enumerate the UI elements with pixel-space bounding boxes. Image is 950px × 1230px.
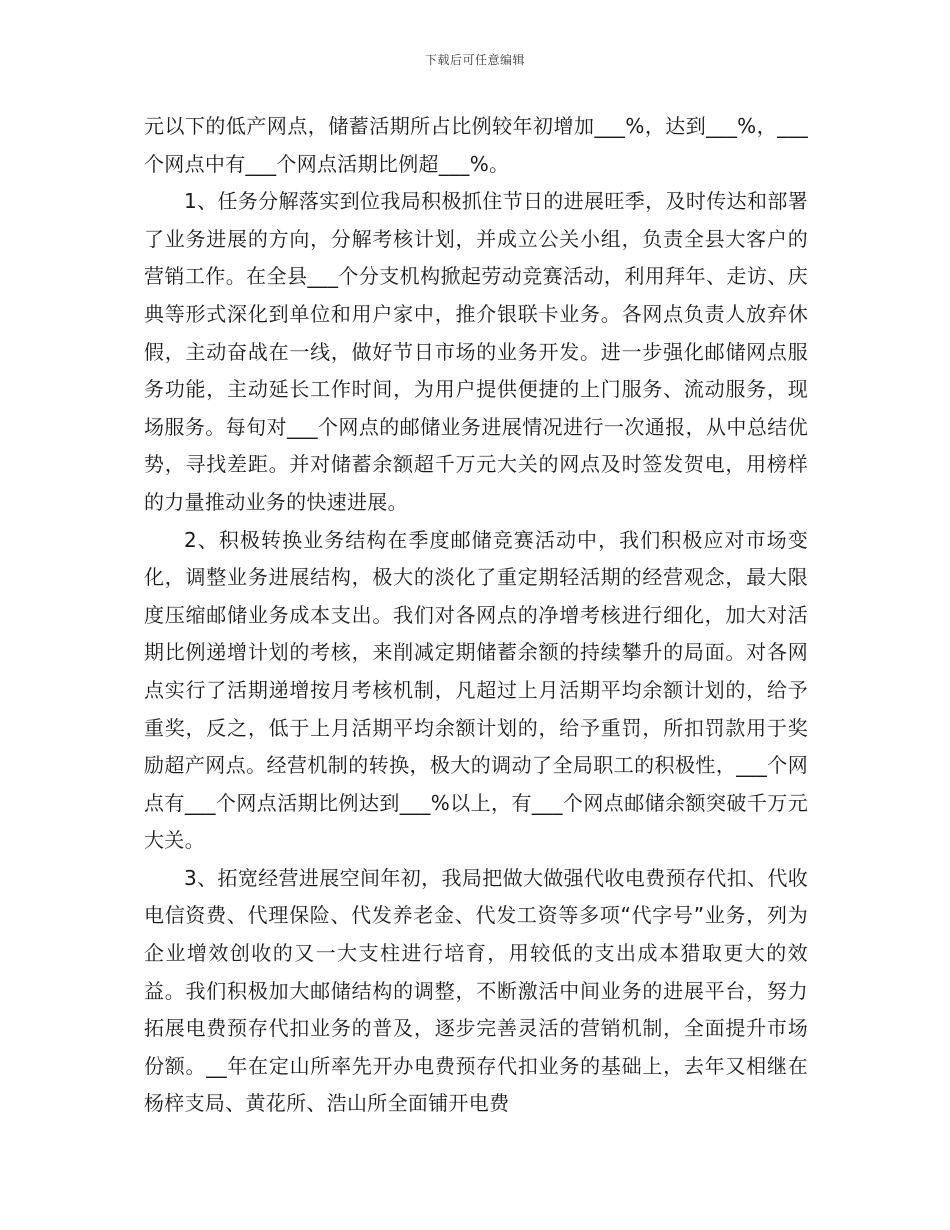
page-header: 下载后可任意编辑 bbox=[424, 53, 525, 67]
paragraph-expand-space: 3、拓宽经营进展空间年初，我局把做大做强代收电费预存代扣、代收电信资费、代理保险、代发养老金、代发工资等多项“代字号”业务，列为企业增效创收的又一大支柱进行培育，用较低的支出成本猎取更大的效益。我们积极加大邮储结构的调整，不断激活中间业务的进展平台，努力拓展电费预存代扣业务的普及，逐步完善灵活的营销机制，全面提升市场份额。__年在定山所率先开办电费预存代扣业务的基础上，去年又相继在杨梓支局、黄花所、浩山所全面铺开电费 bbox=[144, 865, 808, 1116]
paragraph-task-decomposition: 1、任务分解落实到位我局积极抓住节日的进展旺季，及时传达和部署了业务进展的方向，分解考核计划，并成立公关小组，负责全县大客户的营销工作。在全县___个分支机构掀起劳动竞赛活动，利用拜年、走访、庆典等形式深化到单位和用户家中，推介银联卡业务。各网点负责人放弃休假，主动奋战在一线，做好节日市场的业务开发。进一步强化邮储网点服务功能，主动延长工作时间，为用户提供便捷的上门服务、流动服务，现场服务。每旬对___个网点的邮储业务进展情况进行一次通报，从中总结优势，寻找差距。并对储蓄余额超千万元大关的网点及时签发贺电，用榜样的力量推动业务的快速进展。 bbox=[144, 189, 808, 514]
paragraph-continuation: 元以下的低产网点，储蓄活期所占比例较年初增加___%，达到___%，___个网点中有___个网点活期比例超___%。 bbox=[144, 114, 808, 176]
document-body bbox=[144, 108, 808, 1123]
paragraph-business-structure: 2、积极转换业务结构在季度邮储竞赛活动中，我们积极应对市场变化，调整业务进展结构，极大的淡化了重定期轻活期的经营观念，最大限度压缩邮储业务成本支出。我们对各网点的净增考核进行细化，加大对活期比例递增计划的考核，来削减定期储蓄余额的持续攀升的局面。对各网点实行了活期递增按月考核机制，凡超过上月活期平均余额计划的，给予重奖，反之，低于上月活期平均余额计划的，给予重罚，所扣罚款用于奖励超产网点。经营机制的转换，极大的调动了全局职工的积极性，___个网点有___个网点活期比例达到___%以上，有___个网点邮储余额突破千万元大关。 bbox=[144, 527, 808, 853]
